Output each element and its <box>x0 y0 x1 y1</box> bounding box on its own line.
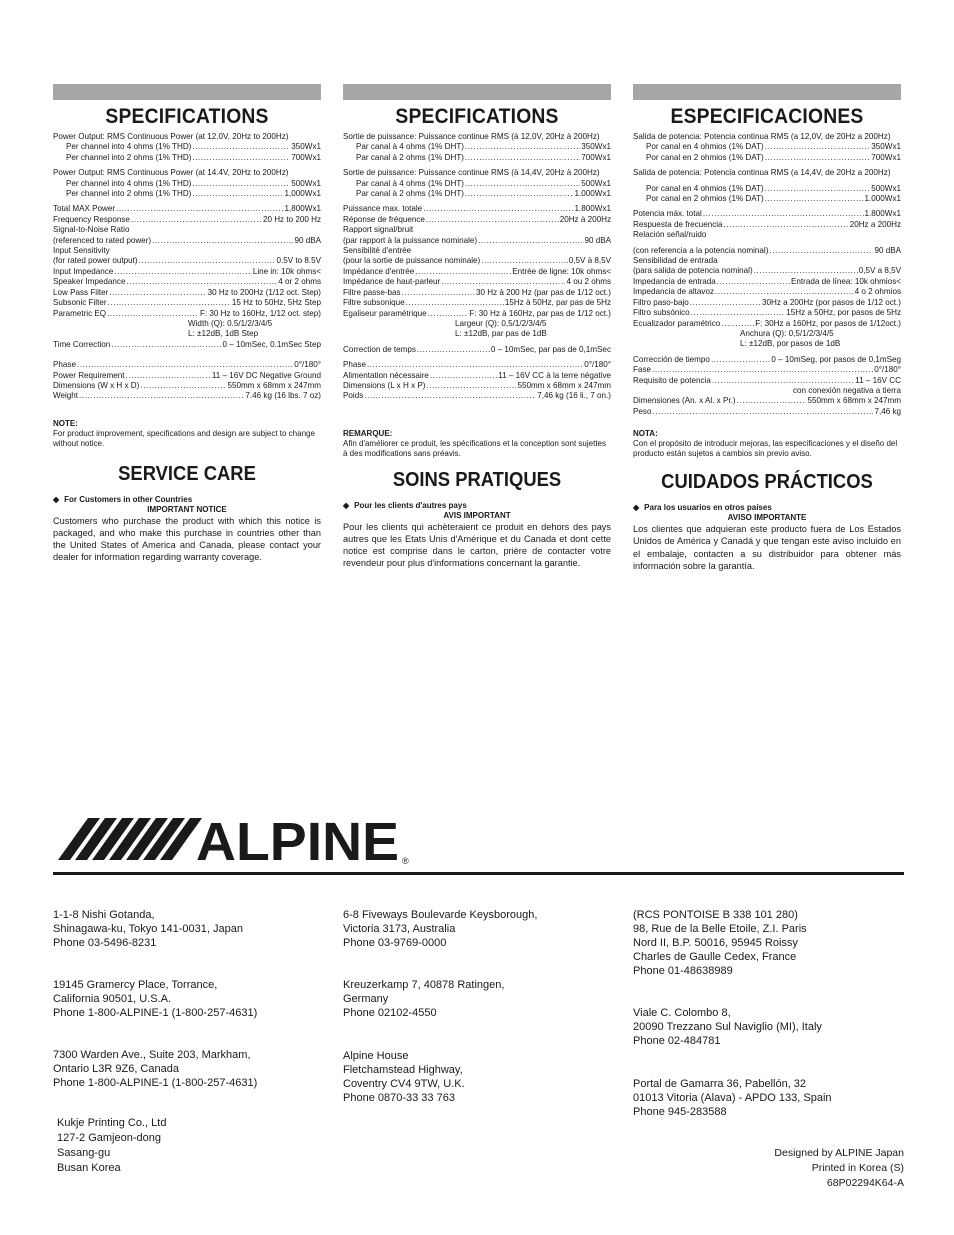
address-usa: 19145 Gramercy Place, Torrance, California 90501, U.S.A. Phone 1-800-ALPINE-1 (1-800-257-4631) <box>53 979 258 1019</box>
spec-list <box>343 132 611 402</box>
spec-heading: Signal-to-Noise Ratio <box>53 225 130 235</box>
spec-row: Parametric EQ ..... F: 30 Hz to 160Hz, 1/12 oct. step) <box>53 309 321 319</box>
spec-row: Dimensions (L x H x P) ..... 550mm x 68mm x 247mm <box>343 381 611 391</box>
spec-row: Par canal à 2 ohms (1% DHT) ..... 1.000Wx1 <box>343 189 611 199</box>
spec-row: Poids ..... 7,46 kg (16 li., 7 on.) <box>343 391 611 401</box>
spec-row: (par rapport à la puissance nominale) ..... 90 dBA <box>343 236 611 246</box>
spanish-column <box>633 84 901 572</box>
spec-row: Per channel into 2 ohms (1% THD) ..... 1,000Wx1 <box>53 189 321 199</box>
address-spain: Portal de Gamarra 36, Pabellón, 32 01013 Vitoria (Alava) - APDO 133, Spain Phone 945-283588 <box>633 1078 832 1118</box>
spec-row: (para salida de potencia nominal) ..... 0,5V a 8,5V <box>633 266 901 276</box>
note-text: Con el propósito de introducir mejoras, las especificaciones y el diseño del producto están sujetos a cambios sin previo aviso. <box>633 439 898 459</box>
header-bar <box>343 84 611 100</box>
spec-heading: Salida de potencia: Potencia continua RMS (a 14,4V, de 20Hz a 200Hz) <box>633 168 891 178</box>
spec-row: Potencia máx. total ..... 1.800Wx1 <box>633 209 901 219</box>
svg-text:ALPINE: ALPINE <box>196 818 399 866</box>
spec-subline: L: ±12dB, par pas de 1dB <box>455 329 547 339</box>
spec-row: Per channel into 4 ohms (1% THD) ..... 500Wx1 <box>53 179 321 189</box>
diamond-bullet-icon: ◆ <box>633 503 640 513</box>
spec-subline: Width (Q): 0.5/1/2/3/4/5 <box>188 318 273 328</box>
spec-row: Alimentation nécessaire ..... 11 – 16V CC à la terre négative <box>343 371 611 381</box>
printer-info: Kukje Printing Co., Ltd 127-2 Gamjeon-dong Sasang-gu Busan Korea <box>57 1117 167 1174</box>
address-italy: Viale C. Colombo 8, 20090 Trezzano Sul Naviglio (MI), Italy Phone 02-484781 <box>633 1007 822 1047</box>
spec-row: Correction de temps ..... 0 – 10mSec, par pas de 0,1mSec <box>343 345 611 355</box>
spec-heading: Sensibilité d'entrée <box>343 246 412 256</box>
spec-row: Par canal à 4 ohms (1% DHT) ..... 350Wx1 <box>343 142 611 152</box>
section-title: SPECIFICATIONS <box>395 105 559 128</box>
spec-row: Weight ..... 7.46 kg (16 lbs. 7 oz) <box>53 391 321 401</box>
spec-row: Time Correction ..... 0 – 10mSec, 0.1mSec Step <box>53 340 321 350</box>
divider-rule <box>53 872 904 875</box>
spec-row: Por canal en 4 ohmios (1% DAT) ..... 350Wx1 <box>633 142 901 152</box>
spec-row: Speaker Impedance ..... 4 or 2 ohms <box>53 277 321 287</box>
spec-row: Impédance de haut-parleur ..... 4 ou 2 ohms <box>343 277 611 287</box>
spec-list <box>53 132 321 402</box>
care-subheading: ◆ Pour les clients d'autres pays <box>343 500 467 510</box>
spec-row: Phase ..... 0°/180° <box>53 360 321 370</box>
spec-row: Par canal à 2 ohms (1% DHT) ..... 700Wx1 <box>343 153 611 163</box>
diamond-bullet-icon: ◆ <box>343 500 350 510</box>
spec-row: Respuesta de frecuencia ..... 20Hz a 200Hz <box>633 220 901 230</box>
important-notice-heading: AVISO IMPORTANTE <box>727 513 807 523</box>
section-title: ESPECIFICACIONES <box>670 105 864 128</box>
spec-subline: Largeur (Q): 0,5/1/2/3/4/5 <box>455 318 547 328</box>
spec-row: Por canal en 2 ohmios (1% DAT) ..... 700Wx1 <box>633 153 901 163</box>
spec-row: Per channel into 4 ohms (1% THD) ..... 350Wx1 <box>53 142 321 152</box>
spec-heading: Power Output: RMS Continuous Power (at 12.0V, 20Hz to 200Hz) <box>53 132 289 141</box>
important-notice-heading: AVIS IMPORTANT <box>443 510 511 520</box>
diamond-bullet-icon: ◆ <box>53 494 60 504</box>
spec-row: Réponse de fréquence ..... 20Hz à 200Hz <box>343 215 611 225</box>
spec-row: Requisito de potencia ..... 11 – 16V CC <box>633 376 901 386</box>
spec-heading: Power Output: RMS Continuous Power (at 14.4V, 20Hz to 200Hz) <box>53 168 289 178</box>
spec-row: Dimensions (W x H x D) ..... 550mm x 68mm x 247mm <box>53 381 321 391</box>
spec-row: Por canal en 4 ohmios (1% DAT) ..... 500Wx1 <box>633 184 901 194</box>
address-uk: Alpine House Fletchamstead Highway, Coventry CV4 9TW, U.K. Phone 0870-33 33 763 <box>343 1050 465 1104</box>
spec-row: (con referencia a la potencia nominal) ..... 90 dBA <box>633 246 901 256</box>
french-column <box>343 84 611 570</box>
note-heading: NOTA: <box>633 429 658 439</box>
spec-row: Low Pass Filter ..... 30 Hz to 200Hz (1/12 oct. Step) <box>53 288 321 298</box>
note-text: Afin d'améliorer ce produit, les spécifications et la conception sont sujettes à des modifications sans préavis. <box>343 438 606 458</box>
spec-row: Corrección de tiempo ..... 0 – 10mSeg, por pasos de 0,1mSeg <box>633 355 901 365</box>
spec-row: Impedancia de entrada ..... Entrada de línea: 10k ohmios< <box>633 277 901 287</box>
note-text: For product improvement, specifications and design are subject to change without notice. <box>53 428 315 448</box>
spec-row: Power Requirement ..... 11 – 16V DC Negative Ground <box>53 371 321 381</box>
spec-heading: Sensibilidad de entrada <box>633 256 718 266</box>
address-australia: 6-8 Fiveways Boulevarde Keysborough, Victoria 3173, Australia Phone 03-9769-0000 <box>343 909 538 949</box>
address-germany: Kreuzerkamp 7, 40878 Ratingen, Germany Phone 02102-4550 <box>343 979 505 1019</box>
section-title: SPECIFICATIONS <box>105 105 269 128</box>
spec-heading: Sortie de puissance: Puissance continue RMS (à 14,4V, 20Hz à 200Hz) <box>343 168 600 178</box>
note-heading: NOTE: <box>53 418 78 428</box>
spec-row: Filtre passe-bas ..... 30 Hz à 200 Hz (par pas de 1/12 oct.) <box>343 288 611 298</box>
spec-heading: Relación señal/ruido <box>633 230 707 240</box>
spec-subline: Anchura (Q): 0,5/1/2/3/4/5 <box>740 328 834 338</box>
service-care-title: SOINS PRATIQUES <box>392 468 562 491</box>
address-canada: 7300 Warden Ave., Suite 203, Markham, Ontario L3R 9Z6, Canada Phone 1-800-ALPINE-1 (1-800-257-4631) <box>53 1049 258 1089</box>
care-text: Pour les clients qui achèteraient ce produit en dehors des pays autres que les Etats Unis d'Amérique et du Canada et dont cette notice est comprise dans le carton, prière de contacter votre revendeur pour plus d'informations concernant la garantie. <box>343 521 611 569</box>
spec-row: Impédance d'entrée ..... Entrée de ligne: 10k ohms< <box>343 267 611 277</box>
care-subheading: ◆ Para los usuarios en otros países <box>633 503 772 513</box>
important-notice-heading: IMPORTANT NOTICE <box>147 504 227 514</box>
svg-text:®: ® <box>402 856 409 866</box>
spec-row: Impedancia de altavoz ..... 4 o 2 ohmios <box>633 287 901 297</box>
spec-subline: L: ±12dB, por pasos de 1dB <box>740 339 841 349</box>
spec-row: (pour la sortie de puissance nominale) ..... 0,5V à 8,5V <box>343 256 611 266</box>
spec-row: Por canal en 2 ohmios (1% DAT) ..... 1.000Wx1 <box>633 194 901 204</box>
spec-row: Puissance max. totale ..... 1.800Wx1 <box>343 204 611 214</box>
spec-row: Par canal à 4 ohms (1% DHT) ..... 500Wx1 <box>343 179 611 189</box>
spec-heading: Salida de potencia: Potencia continua RMS (a 12,0V, de 20Hz a 200Hz) <box>633 132 891 141</box>
service-care-title: CUIDADOS PRÁCTICOS <box>661 471 873 494</box>
spec-row: (referenced to rated power) ..... 90 dBA <box>53 236 321 246</box>
care-text: Customers who purchase the product with which this notice is packaged, and who make this purchase in countries other than the United States of America and Canada, please contact your dealer for information regarding warranty coverage. <box>53 515 321 563</box>
spec-list <box>633 132 901 417</box>
spec-row: Filtre subsonique ..... 15Hz à 50Hz, par pas de 5Hz <box>343 298 611 308</box>
footer-info: Designed by ALPINE Japan Printed in Korea (S) 68P02294K64-A <box>774 1147 904 1189</box>
care-subheading: ◆ For Customers in other Countries <box>53 494 193 504</box>
spec-row: Fase ..... 0°/180° <box>633 365 901 375</box>
english-column <box>53 84 321 564</box>
spec-row: Ecualizador paramétrico ..... F: 30Hz a 160Hz, por pasos de 1/12oct.) <box>633 319 901 329</box>
spec-subline: L: ±12dB, 1dB Step <box>188 329 259 339</box>
spec-heading: Sortie de puissance: Puissance continue RMS (à 12,0V, 20Hz à 200Hz) <box>343 132 600 141</box>
spec-row: Frequency Response ..... 20 Hz to 200 Hz <box>53 215 321 225</box>
spec-row: Dimensiones (An. x Al. x Pr.) ..... 550mm x 68mm x 247mm <box>633 396 901 406</box>
spec-row: (for rated power output) ..... 0.5V to 8.5V <box>53 256 321 266</box>
spec-row: Egaliseur paramétrique ..... F: 30 Hz à 160Hz, par pas de 1/12 oct.) <box>343 309 611 319</box>
spec-heading: Input Sensitivity <box>53 246 110 256</box>
spec-row: Total MAX Power ..... 1,800Wx1 <box>53 204 321 214</box>
spec-row: Phase ..... 0°/180° <box>343 360 611 370</box>
spec-heading: Rapport signal/bruit <box>343 225 414 235</box>
spec-row: Input Impedance ..... Line in: 10k ohms< <box>53 267 321 277</box>
spec-row: Per channel into 2 ohms (1% THD) ..... 700Wx1 <box>53 153 321 163</box>
address-france: (RCS PONTOISE B 338 101 280) 98, Rue de la Belle Etoile, Z.I. Paris Nord II, B.P. 50016, 95945 Roissy Charles de Gaulle Cedex, France Phone 01-48638989 <box>633 909 807 977</box>
spec-row: Peso ..... 7,46 kg <box>633 407 901 417</box>
service-care-title: SERVICE CARE <box>118 462 256 485</box>
spec-row: Subsonic Filter ..... 15 Hz to 50Hz, 5Hz Step <box>53 298 321 308</box>
header-bar <box>633 84 901 100</box>
alpine-logo <box>58 818 414 866</box>
spec-row: Filtro paso-bajo ..... 30Hz a 200Hz (por pasos de 1/12 oct.) <box>633 298 901 308</box>
header-bar <box>53 84 321 100</box>
spec-row: Filtro subsónico ..... 15Hz a 50Hz, por pasos de 5Hz <box>633 308 901 318</box>
address-japan: 1-1-8 Nishi Gotanda, Shinagawa-ku, Tokyo 141-0031, Japan Phone 03-5496-8231 <box>53 909 243 949</box>
care-text: Los clientes que adquieran este producto fuera de Los Estados Unidos de América y Canadá y que tengan este aviso incluido en el embalaje, contacten a su distribuidor para obtener más información sobre la garantía. <box>633 524 901 571</box>
spec-subline: con conexión negativa a tierra <box>793 385 901 395</box>
note-heading: REMARQUE: <box>343 428 393 438</box>
